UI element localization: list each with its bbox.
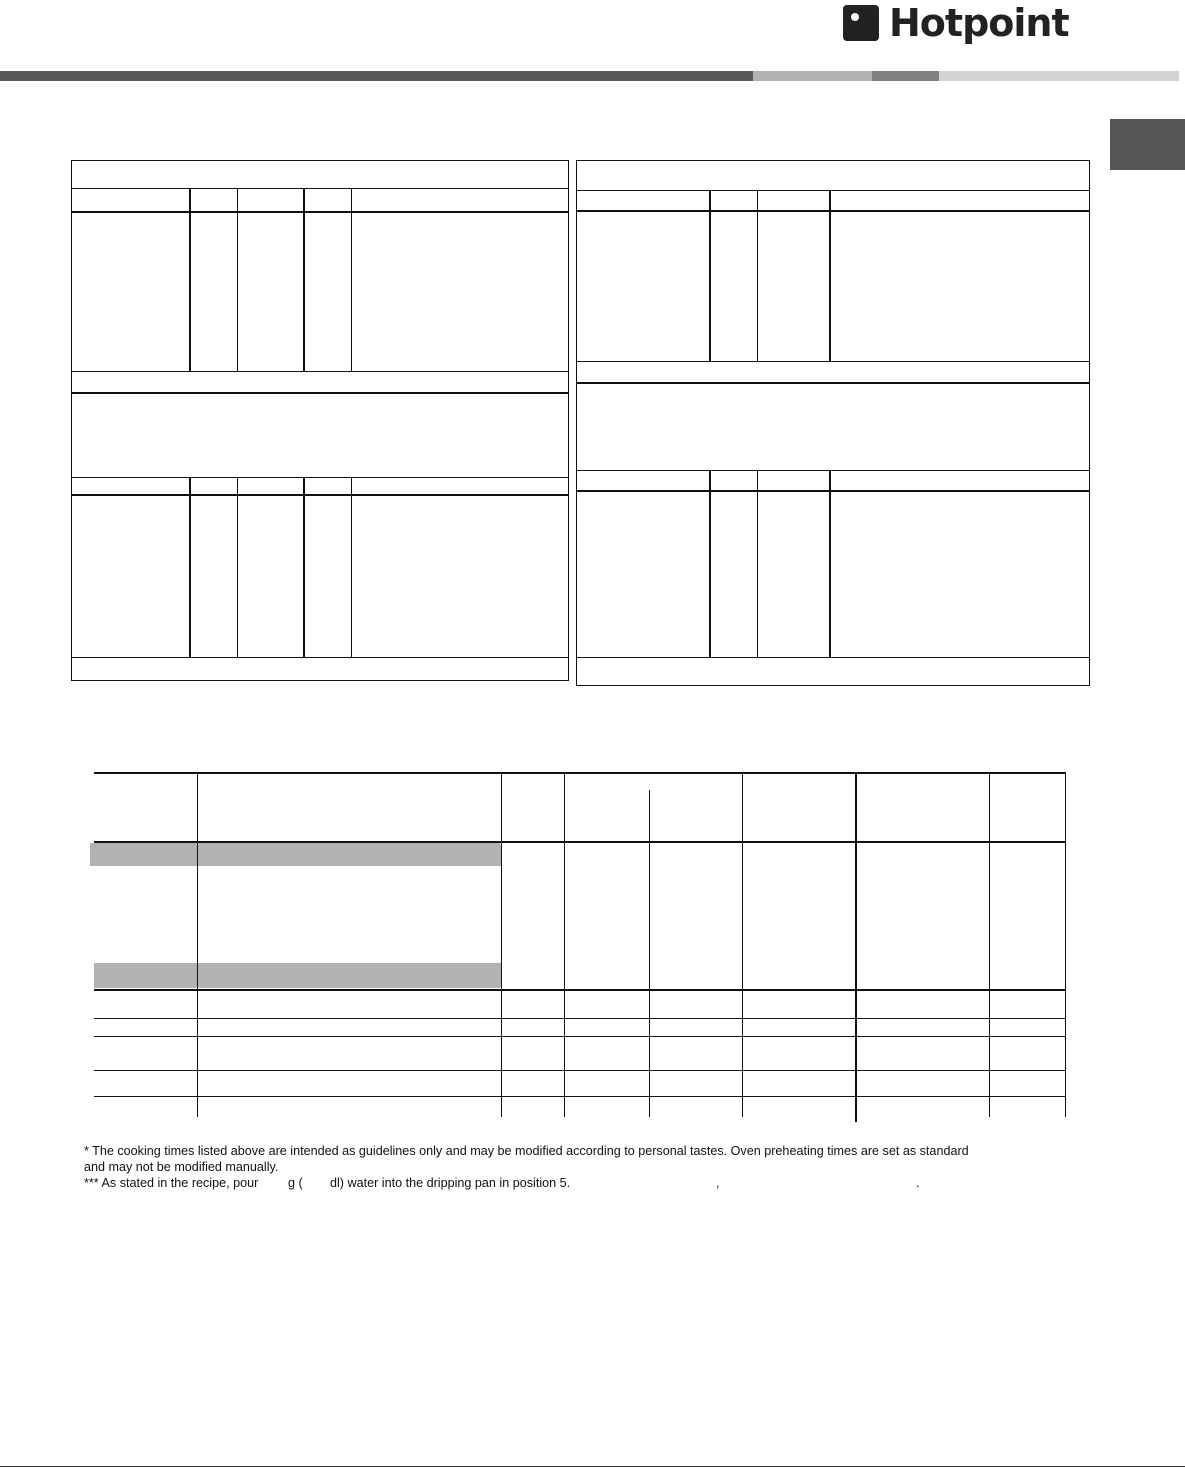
column-divider (709, 190, 711, 361)
column-divider (829, 190, 831, 361)
table-rule (94, 841, 1066, 843)
table-rule (577, 190, 1089, 191)
header-band-light (753, 71, 872, 81)
footnote-water-a: *** As stated in the recipe, pour (84, 1176, 259, 1190)
header-band-dark (0, 71, 753, 81)
footnote-preheat: and may not be modified manually. (84, 1160, 279, 1174)
table-rule (72, 211, 568, 213)
page-bottom-rule (0, 1466, 1185, 1467)
footnote-water-b: g ( (288, 1176, 303, 1190)
column-divider (709, 470, 711, 657)
column-divider (742, 772, 743, 1117)
column-divider (303, 477, 305, 657)
column-divider (189, 188, 191, 371)
table-rule (72, 494, 568, 496)
footnote-water-c: dl) water into the dripping pan in position 5. (330, 1176, 571, 1190)
header-band-mid (872, 71, 939, 81)
shaded-row (90, 843, 501, 866)
shaded-row (94, 963, 502, 988)
column-divider (757, 470, 758, 657)
table-rule (577, 361, 1089, 362)
column-divider (757, 190, 758, 361)
column-divider (501, 772, 502, 1117)
logo-mark-icon (843, 5, 879, 41)
column-divider (855, 772, 857, 1122)
footnote-water-e: . (916, 1176, 920, 1190)
column-divider (829, 470, 831, 657)
table-rule (72, 371, 568, 372)
column-divider (564, 772, 565, 1117)
footnote-cooking-times: * The cooking times listed above are intended as guidelines only and may be modified according to personal tastes. Oven preheating times are set as standard (84, 1144, 969, 1158)
table-rule (577, 210, 1089, 212)
table-rule (577, 470, 1089, 471)
table-rule (72, 392, 568, 394)
column-divider (237, 477, 238, 657)
table-rule (577, 490, 1089, 492)
hotpoint-logo (843, 3, 1069, 43)
column-divider (1065, 772, 1066, 1117)
column-divider (989, 772, 990, 1117)
table-rule (94, 1036, 1066, 1037)
column-divider (351, 477, 352, 657)
right-table-border (576, 160, 1090, 686)
column-divider (351, 188, 352, 371)
table-rule (72, 657, 568, 658)
table-rule (72, 188, 568, 189)
column-divider (189, 477, 191, 657)
table-rule (94, 1070, 1066, 1071)
table-rule (94, 1018, 1066, 1019)
column-divider (303, 188, 305, 371)
footnote-water-d: , (716, 1176, 720, 1190)
header-band-pale (939, 71, 1179, 81)
language-side-tab (1110, 119, 1185, 170)
table-rule (577, 382, 1089, 384)
table-rule (577, 657, 1089, 658)
brand-name: Hotpoint (889, 1, 1069, 45)
left-table-border (71, 160, 569, 681)
column-divider (197, 772, 198, 1117)
table-rule (94, 989, 1066, 991)
column-divider (649, 790, 650, 1117)
table-rule (72, 477, 568, 478)
column-divider (237, 188, 238, 371)
table-rule (94, 772, 1066, 774)
table-rule (94, 1096, 1066, 1097)
